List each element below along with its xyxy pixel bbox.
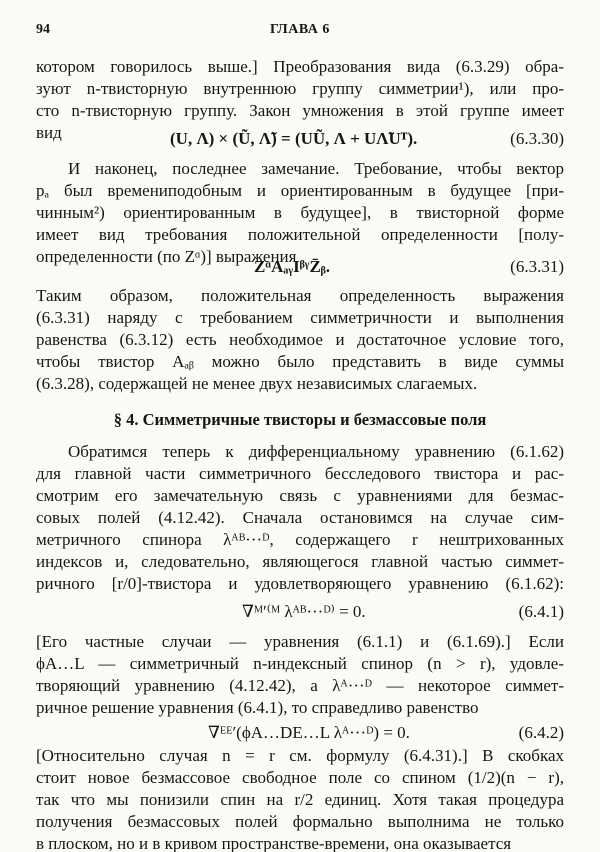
page-number: 94 xyxy=(36,22,50,37)
equation-6-3-31: ZᵅAₐᵧIᵝᵞZ̄ᵦ. xyxy=(254,257,331,276)
text-line: сто n-твисторную группу. Закон умножения в этой группе имеет xyxy=(36,101,564,120)
text-line: метричного спинора λᴬᴮ···ᴰ, содержащего r нештрихованных xyxy=(36,530,564,549)
text-line: pₐ был времениподобным и ориентированным в будущее [при- xyxy=(36,181,564,200)
section-heading: § 4. Симметричные твисторы и безмассовые поля xyxy=(113,410,487,429)
text-line: Таким образом, положительная определенность выражения xyxy=(36,286,564,305)
text-line: [Его частные случаи — уравнения (6.1.1) и (6.1.69).] Если xyxy=(36,632,564,651)
equation-number: (6.3.30) xyxy=(510,129,564,148)
text-line: творяющий уравнению (4.12.42), а λᴬ···ᴰ — некоторое симмет- xyxy=(36,676,564,695)
text-line: (6.3.31) наряду с требованием симметричности и выполнения xyxy=(36,308,564,327)
text-line: получения безмассовых полей формально выполнима не только xyxy=(36,812,564,831)
text-line: стоит новое безмассовое свободное поле со спином (1/2)(n − r), xyxy=(36,768,564,787)
equation-number: (6.4.1) xyxy=(518,602,564,621)
text-line: смотрим его замечательную связь с уравнениями для безмас- xyxy=(36,486,564,505)
equation-6-3-30: (U, Λ) × (Ũ, Λ̃) = (UŨ, Λ + UΛ̃Uᵀ). xyxy=(170,129,418,148)
equation-number: (6.4.2) xyxy=(518,723,564,742)
equation-6-4-1: ∇ᴹ′⁽ᴹ λᴬᴮ···ᴰ⁾ = 0. xyxy=(242,602,366,621)
text-line: чинным²) ориентированным в будущее], в твисторной форме xyxy=(36,203,564,222)
text-line: котором говорилось выше.] Преобразования вида (6.3.29) обра- xyxy=(36,57,564,76)
text-line: определенности (по Zᵅ)] выражения xyxy=(36,247,297,266)
text-line: Обратимся теперь к дифференциальному уравнению (6.1.62) xyxy=(68,442,564,461)
text-line: ричное решение уравнения (6.4.1), то справедливо равенство xyxy=(36,698,479,717)
text-line: И наконец, последнее замечание. Требование, чтобы вектор xyxy=(68,159,564,178)
text-line: для главной части симметричного бесследового твистора и рас- xyxy=(36,464,564,483)
running-title: ГЛАВА 6 xyxy=(270,22,330,37)
text-line: зуют n-твисторную внутреннюю группу симметрии¹), или про- xyxy=(36,79,564,98)
text-line: совых полей (4.12.42). Сначала остановимся на случае сим- xyxy=(36,508,564,527)
text-line: так что мы понизили спин на r/2 единиц. Хотя такая процедура xyxy=(36,790,564,809)
text-line: [Относительно случая n = r см. формулу (6.4.31).] В скобках xyxy=(36,746,564,765)
text-line: ричного [r/0]-твистора и удовлетворяющего уравнению (6.1.62): xyxy=(36,574,564,593)
text-line: в плоском, но и в кривом пространстве-времени, она оказывается xyxy=(36,833,564,852)
text-line: равенства (6.3.12) есть необходимое и достаточное условие того, xyxy=(36,330,564,349)
text-line: индексов и, следовательно, являющегося главной частью симмет- xyxy=(36,552,564,571)
text-line: вид xyxy=(36,123,62,142)
text-line: (6.3.28), содержащей не менее двух независимых слагаемых. xyxy=(36,374,478,393)
equation-6-4-2: ∇ᴱᴱ′(ϕA…DE…L λᴬ···ᴰ) = 0. xyxy=(208,723,410,742)
text-line: ϕA…L — симметричный n-индексный спинор (n > r), удовле- xyxy=(36,654,564,673)
equation-number: (6.3.31) xyxy=(510,257,564,276)
text-line: имеет вид требования положительной определенности [полу- xyxy=(36,225,564,244)
text-line: чтобы твистор Aₐᵦ можно было представить в виде суммы xyxy=(36,352,564,371)
